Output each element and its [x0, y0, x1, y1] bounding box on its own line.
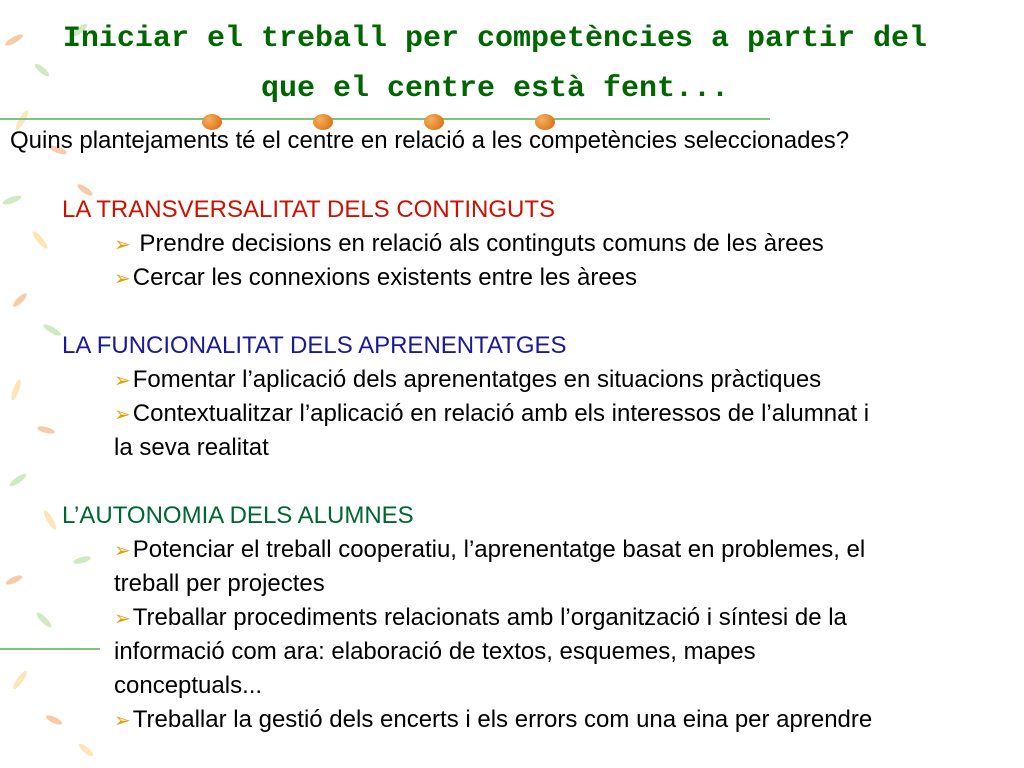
section-heading-autonomia: L’AUTONOMIA DELS ALUMNES: [62, 502, 414, 529]
list-item-continuation: treball per projectes: [114, 570, 325, 597]
arrow-bullet-icon: ➢: [114, 404, 131, 426]
list-item: ➢ Prendre decisions en relació als continguts comuns de les àrees: [114, 230, 824, 257]
list-item: ➢Treballar la gestió dels encerts i els errors com una eina per aprendre: [114, 706, 873, 733]
arrow-bullet-icon: ➢: [114, 710, 131, 732]
list-item: ➢Cercar les connexions existents entre les àrees: [114, 264, 638, 291]
list-item: ➢Potenciar el treball cooperatiu, l’aprenentatge basat en problemes, el: [114, 536, 866, 563]
arrow-bullet-icon: ➢: [114, 608, 131, 630]
title-line-1: Iniciar el treball per competències a partir del: [62, 22, 928, 56]
list-item: ➢Fomentar l’aplicació dels aprenentatges en situacions pràctiques: [114, 366, 822, 393]
arrow-bullet-icon: ➢: [114, 540, 131, 562]
title-divider: [0, 118, 770, 120]
question-text: Quins plantejaments té el centre en relació a les competències seleccionades?: [10, 127, 850, 154]
title-line-2: que el centre està fent...: [260, 72, 730, 106]
list-item: ➢Contextualitzar l’aplicació en relació amb els interessos de l’alumnat i: [114, 400, 870, 427]
side-divider: [0, 648, 100, 650]
arrow-bullet-icon: ➢: [114, 370, 131, 392]
list-item-continuation: informació com ara: elaboració de textos, esquemes, mapes: [114, 638, 756, 665]
arrow-bullet-icon: ➢: [114, 234, 131, 256]
list-item-continuation: la seva realitat: [114, 434, 269, 461]
list-item-continuation: conceptuals...: [114, 672, 263, 699]
section-heading-funcionalitat: LA FUNCIONALITAT DELS APRENENTATGES: [62, 332, 567, 359]
list-item: ➢Treballar procediments relacionats amb l’organització i síntesi de la: [114, 604, 847, 631]
arrow-bullet-icon: ➢: [114, 268, 131, 290]
section-heading-transversalitat: LA TRANSVERSALITAT DELS CONTINGUTS: [62, 196, 556, 223]
